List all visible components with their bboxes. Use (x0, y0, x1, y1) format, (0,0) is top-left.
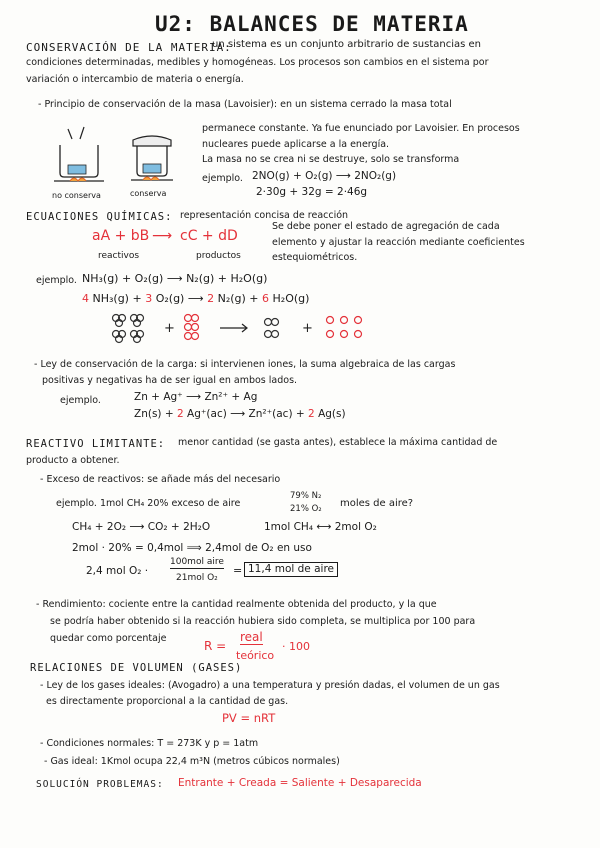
limitante-line-2: producto a obtener. (26, 455, 120, 466)
conservacion-line-1: un sistema es un conjunto arbitrario de sustancias en (212, 39, 482, 50)
beaker-open-icon (50, 125, 110, 190)
rendimiento-line-2: se podría haber obtenido si la reacción hubiera sido completa, se multiplica por 100 para (50, 616, 476, 627)
result-box: 11,4 mol de aire (244, 562, 338, 577)
productos-label: productos (196, 251, 241, 261)
ec-part-o2: O₂(g) ⟶ (155, 292, 204, 305)
svg-text:+: + (302, 321, 313, 336)
solucion-heading: SOLUCIÓN PROBLEMAS: (36, 779, 164, 790)
cargas-equation-1: Zn + Ag⁺ ⟶ Zn²⁺ + Ag (134, 391, 258, 403)
general-productos: cC + dD (180, 228, 238, 244)
ecuaciones-rule-2: elemento y ajustar la reacción mediante coeficientes (272, 237, 525, 248)
reactivos-label: reactivos (98, 251, 140, 261)
solucion-equation: Entrante + Creada = Saliente + Desaparecida (178, 777, 422, 789)
volumen-line-1: - Ley de los gases ideales: (Avogadro) a una temperatura y presión dadas, el volumen de un gas (40, 680, 500, 691)
limitante-calc-2: 2,4 mol O₂ · (86, 565, 149, 577)
coef-6: 6 (262, 292, 270, 305)
rendimiento-num: real (240, 630, 263, 644)
volumen-line-2: es directamente proporcional a la cantidad de gas. (46, 696, 289, 707)
ejemplo-label-3: ejemplo. (60, 395, 101, 406)
molecules-diagram (108, 310, 388, 344)
principio-line-3: nucleares puede aplicarse a la energía. (202, 139, 390, 150)
fraction-denominator: 21mol O₂ (176, 573, 218, 583)
conservacion-equation-1: 2NO(g) + O₂(g) ⟶ 2NO₂(g) (252, 170, 397, 182)
moles-aire-question: moles de aire? (340, 498, 414, 509)
coef-4: 4 (82, 292, 89, 305)
page-title: U2: BALANCES DE MATERIA (155, 12, 469, 36)
ecuacion-ajustada (82, 293, 309, 304)
cargas-line-2: positivas y negativas ha de ser igual en ambos lados. (42, 375, 298, 386)
aire-o2: 21% O₂ (290, 504, 322, 514)
conservacion-equation-2: 2·30g + 32g = 2·46g (256, 186, 368, 198)
general-reactivos: aA + bB (92, 228, 150, 244)
rendimiento-den: teórico (236, 649, 275, 662)
ejemplo-label-2: ejemplo. (36, 275, 77, 286)
cargas-equation-2 (134, 409, 346, 420)
ecuaciones-def: representación concisa de reacción (180, 210, 349, 221)
ecuacion-sin-ajustar: NH₃(g) + O₂(g) ⟶ N₂(g) + H₂O(g) (82, 272, 268, 285)
aire-n2: 79% N₂ (290, 491, 322, 501)
principio-line-2: permanece constante. Ya fue enunciado por Lavoisier. En procesos (202, 123, 520, 134)
conservacion-line-3: variación o intercambio de materia o energía. (26, 74, 244, 85)
fraction-numerator: 100mol aire (170, 557, 224, 567)
rendimiento-line-1: - Rendimiento: cociente entre la cantidad realmente obtenida del producto, y la que (36, 599, 437, 610)
c2-ag: Ag⁺(ac) ⟶ Zn²⁺(ac) + (187, 408, 305, 420)
limitante-line-1: menor cantidad (se gasta antes), establece la máxima cantidad de (178, 437, 498, 448)
ec-part-h2o: H₂O(g) (272, 292, 310, 305)
c2-agsolid: Ag(s) (318, 408, 346, 420)
ecuaciones-rule-3: estequiométricos. (272, 252, 358, 263)
pv-nrt: PV = nRT (222, 711, 276, 725)
limitante-calc-1: 2mol · 20% = 0,4mol ⟹ 2,4mol de O₂ en uso (72, 542, 312, 554)
ejemplo-label-1: ejemplo. (202, 173, 243, 184)
ec-part-n2: N₂(g) + (217, 292, 259, 305)
exceso-line: - Exceso de reactivos: se añade más del necesario (40, 474, 281, 485)
condiciones-normales: - Condiciones normales: T = 273K y p = 1atm (40, 738, 259, 749)
ec-part-nh3: NH₃(g) + (92, 292, 142, 305)
conserva-label: conserva (130, 189, 167, 198)
rendimiento-r: R = (204, 639, 227, 653)
cargas-line-1: - Ley de conservación de la carga: si intervienen iones, la suma algebraica de las cargas (34, 359, 456, 370)
ecuaciones-rule-1: Se debe poner el estado de agregación de cada (272, 221, 500, 232)
c2-zn: Zn(s) + (134, 408, 174, 420)
rendimiento-times: · 100 (282, 640, 310, 653)
c2-coef-1: 2 (177, 408, 184, 420)
svg-text:+: + (164, 321, 175, 336)
volumen-heading: RELACIONES DE VOLUMEN (GASES) (30, 662, 243, 674)
limitante-heading: REACTIVO LIMITANTE: (26, 438, 166, 450)
principio-line: - Principio de conservación de la masa (Lavoisier): en un sistema cerrado la masa total (38, 99, 452, 110)
rendimiento-line-3: quedar como porcentaje (50, 633, 167, 644)
ecuaciones-heading: ECUACIONES QUÍMICAS: (26, 211, 173, 223)
general-arrow: ⟶ (152, 228, 173, 244)
conservacion-heading: CONSERVACIÓN DE LA MATERIA: (26, 41, 232, 54)
limitante-eq-a: CH₄ + 2O₂ ⟶ CO₂ + 2H₂O (72, 521, 211, 533)
beaker-closed-icon (125, 130, 180, 190)
exceso-example: ejemplo. 1mol CH₄ 20% exceso de aire (56, 498, 241, 509)
gas-ideal: - Gas ideal: 1Kmol ocupa 22,4 m³N (metros cúbicos normales) (44, 756, 340, 767)
coef-2: 2 (207, 292, 215, 305)
conservacion-line-2: condiciones determinadas, medibles y homogéneas. Los procesos son cambios en el sistema por (26, 57, 489, 68)
principio-line-4: La masa no se crea ni se destruye, solo se transforma (202, 154, 460, 165)
coef-3: 3 (145, 292, 153, 305)
no-conserva-label: no conserva (52, 191, 101, 200)
equals-sign: = (233, 564, 243, 577)
c2-coef-2: 2 (308, 408, 315, 420)
limitante-eq-b: 1mol CH₄ ⟷ 2mol O₂ (264, 521, 377, 533)
